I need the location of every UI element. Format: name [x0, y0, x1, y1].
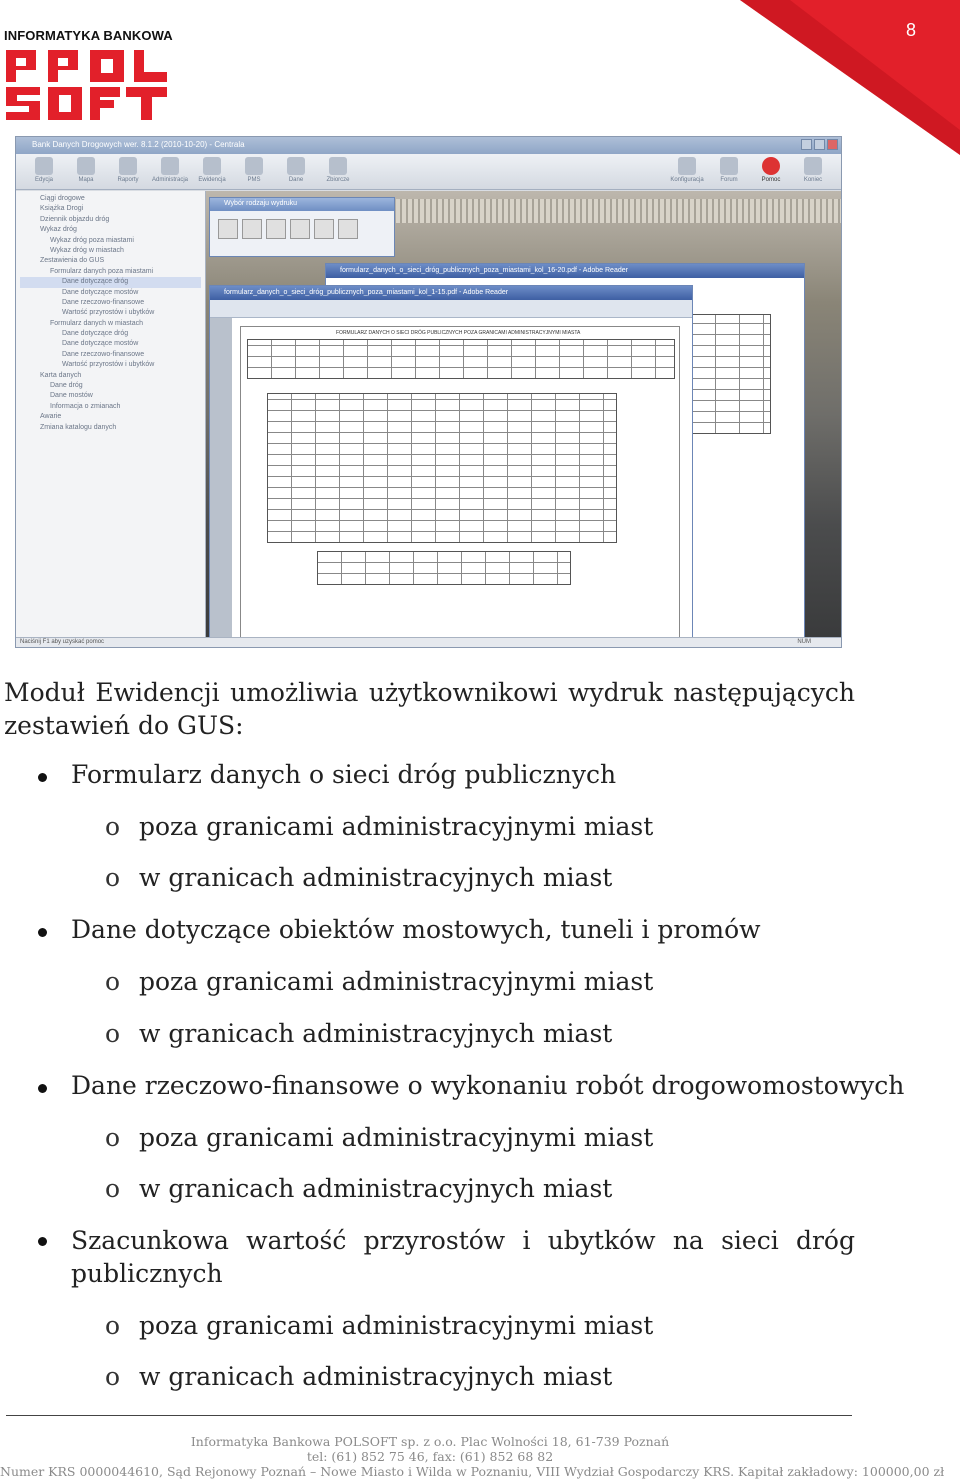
minimize-icon[interactable] — [801, 139, 812, 150]
form-title: FORMULARZ DANYCH O SIECI DRÓG PUBLICZNYCH POZA GRANICAMI ADMINISTRACYJNYMI MIASTA — [336, 330, 581, 336]
footer-company: Informatyka Bankowa POLSOFT sp. z o.o. Plac Wolności 18, 61-739 Poznań — [190, 1434, 670, 1449]
circle-bullet: o — [105, 967, 121, 996]
print-icon[interactable] — [218, 219, 238, 239]
reader-sidebar — [210, 318, 232, 642]
tree-item[interactable]: Zmiana katalogu danych — [40, 423, 117, 431]
toolbar — [16, 154, 841, 190]
tree-item-selected[interactable]: Dane dotyczące dróg — [20, 277, 201, 287]
tree-item[interactable]: Wykaz dróg poza miastami — [50, 236, 134, 244]
reader-toolbar — [210, 300, 692, 318]
window-title: Bank Danych Drogowych wer. 8.1.2 (2010-10-20) - Centrala — [16, 137, 841, 154]
bullet-icon — [38, 773, 47, 782]
form-summary-table — [317, 551, 571, 585]
tree-item[interactable]: Karta danych — [40, 371, 82, 379]
toolbar-button-raporty[interactable]: Raporty — [110, 157, 146, 186]
forum-icon — [720, 157, 738, 175]
toolbar-button-edycja[interactable]: Edycja — [26, 157, 62, 186]
tree-item[interactable]: Zestawienia do GUS — [40, 257, 105, 265]
tree-item[interactable]: Ciągi drogowe — [40, 195, 85, 202]
circle-bullet: o — [105, 1123, 121, 1152]
toolbar-button-administracja[interactable]: Administracja — [152, 157, 188, 186]
toolbar-button-zbiorcze[interactable]: Zbiorcze — [320, 157, 356, 186]
page-number: 8 — [905, 20, 916, 40]
tree-item[interactable]: Wykaz dróg — [40, 226, 77, 234]
close-icon[interactable] — [827, 139, 838, 150]
tree-item[interactable]: Informacja o zmianach — [50, 402, 121, 410]
toolbar-button-konfiguracja[interactable]: Konfiguracja — [669, 157, 705, 186]
report-icon — [119, 157, 137, 175]
help-icon — [762, 157, 780, 175]
status-num: NUM — [797, 639, 811, 645]
navigation-tree — [16, 191, 206, 637]
admin-icon — [161, 157, 179, 175]
tree-item[interactable]: Formularz danych w miastach — [50, 319, 143, 327]
tree-item[interactable]: Dane mostów — [50, 392, 93, 400]
bullet-icon — [38, 1084, 47, 1093]
save-icon[interactable] — [290, 219, 310, 239]
reader-back-title: formularz_danych_o_sieci_dróg_publicznych_poza_miastami_kol_16-20.pdf - Adobe Reader — [326, 264, 804, 278]
toolbar-button-forum[interactable]: Forum — [711, 157, 747, 186]
tree-item[interactable]: Wartość przyrostów i ubytków — [62, 309, 155, 317]
toolbar-button-pms[interactable]: PMS — [236, 157, 272, 186]
excel-icon[interactable] — [242, 219, 262, 239]
tree-item[interactable]: Dziennik objazdu dróg — [40, 215, 110, 223]
circle-bullet: o — [105, 863, 121, 892]
polsoft-logo — [4, 48, 169, 123]
app-screenshot — [15, 136, 842, 648]
brand-tagline: INFORMATYKA BANKOWA — [4, 28, 173, 43]
bullet-icon — [38, 928, 47, 937]
toolbar-button-pomoc[interactable]: Pomoc — [753, 157, 789, 186]
window-controls — [801, 139, 838, 150]
pdf-page — [240, 326, 680, 638]
corner-banner — [730, 0, 960, 155]
spreadsheet-icon[interactable] — [314, 219, 334, 239]
list-item: Szacunkowa wartość przyrostów i ubytków na sieci dróg publicznych — [71, 1226, 855, 1288]
circle-bullet: o — [105, 1362, 121, 1391]
footer-divider — [6, 1415, 852, 1416]
data-icon — [287, 157, 305, 175]
tree-item[interactable]: Formularz danych poza miastami — [50, 267, 154, 275]
reader-front-title: formularz_danych_o_sieci_dróg_publicznych_poza_miastami_kol_1-15.pdf - Adobe Reader — [210, 286, 692, 300]
tree-item[interactable]: Wartość przyrostów i ubytków — [62, 361, 155, 369]
bridge-photo-detail — [396, 199, 841, 223]
settings-icon — [678, 157, 696, 175]
tree-item[interactable]: Dane dotyczące mostów — [62, 288, 139, 296]
dialog-title: Wybór rodzaju wydruku — [210, 198, 394, 211]
pms-icon — [245, 157, 263, 175]
footer-contact: tel: (61) 852 75 46, fax: (61) 852 68 82 — [306, 1449, 554, 1464]
circle-bullet: o — [105, 1174, 121, 1203]
circle-bullet: o — [105, 1311, 121, 1340]
registry-icon — [203, 157, 221, 175]
pdf-icon[interactable] — [266, 219, 286, 239]
edit-icon — [35, 157, 53, 175]
status-bar — [16, 637, 841, 647]
form-table-back — [691, 314, 771, 434]
toolbar-button-mapa[interactable]: Mapa — [68, 157, 104, 186]
form-data-table — [267, 393, 617, 543]
export-icon[interactable] — [338, 219, 358, 239]
tree-item[interactable]: Awarie — [40, 413, 62, 421]
tree-item[interactable]: Wykaz dróg w miastach — [50, 246, 124, 254]
summary-icon — [329, 157, 347, 175]
toolbar-button-koniec[interactable]: Koniec — [795, 157, 831, 186]
status-text: Naciśnij F1 aby uzyskać pomoc — [20, 639, 105, 645]
pdf-reader-front — [209, 285, 693, 643]
tree-item[interactable]: Książka Drogi — [40, 205, 84, 213]
toolbar-button-ewidencja[interactable]: Ewidencja — [194, 157, 230, 186]
toolbar-button-dane[interactable]: Dane — [278, 157, 314, 186]
circle-bullet: o — [105, 1019, 121, 1048]
tree-item[interactable]: Dane dotyczące dróg — [62, 330, 129, 338]
tree-item[interactable]: Dane dróg — [50, 382, 83, 390]
maximize-icon[interactable] — [814, 139, 825, 150]
form-header-table — [247, 339, 675, 379]
print-type-dialog — [209, 197, 395, 257]
circle-bullet: o — [105, 812, 121, 841]
tree-item[interactable]: Dane dotyczące mostów — [62, 340, 139, 348]
footer-registration: Numer KRS 0000044610, Sąd Rejonowy Poznań – Nowe Miasto i Wilda w Poznaniu, VIII Wydział Gospodarczy KRS. Kapitał zakładowy: 100000,00 zł — [0, 1464, 945, 1479]
map-icon — [77, 157, 95, 175]
tree-item[interactable]: Dane rzeczowo-finansowe — [62, 298, 145, 306]
exit-icon — [804, 157, 822, 175]
bullet-icon — [38, 1237, 47, 1246]
intro-paragraph: Moduł Ewidencji umożliwia użytkownikowi wydruk następujących zestawień do GUS: — [4, 678, 855, 740]
tree-item[interactable]: Dane rzeczowo-finansowe — [62, 350, 145, 358]
